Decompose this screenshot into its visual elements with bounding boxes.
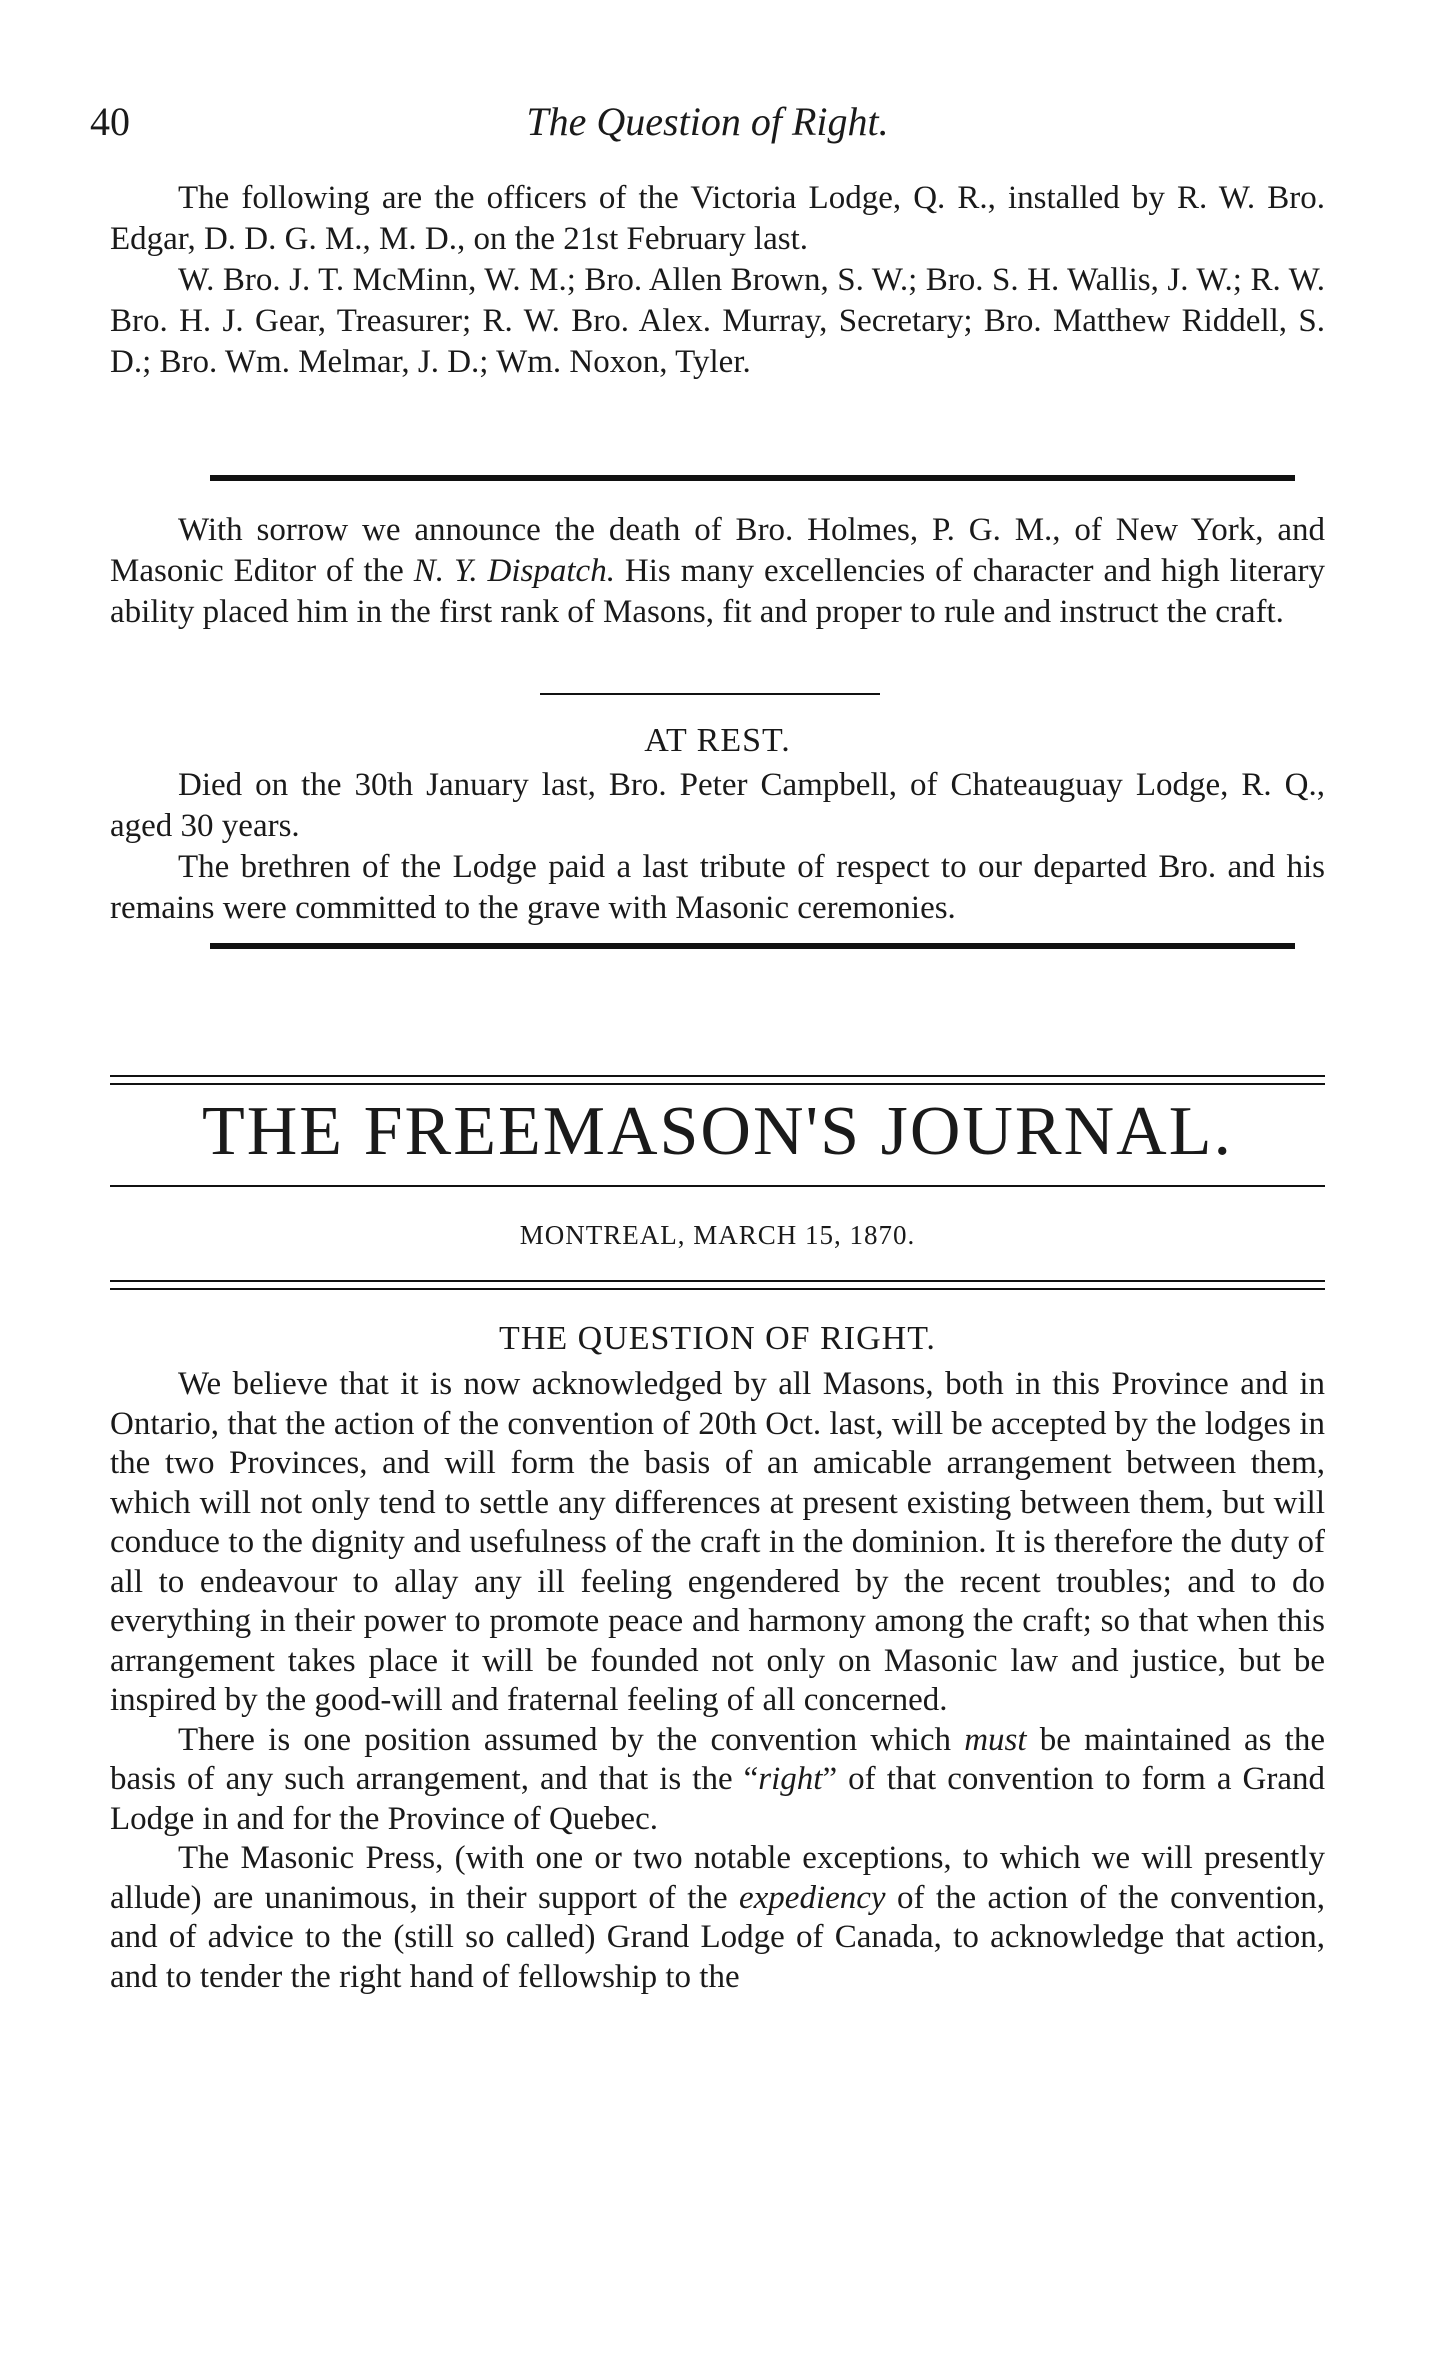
masthead-rule-bottom <box>110 1185 1325 1187</box>
page-header <box>90 92 1325 152</box>
journal-dateline: MONTREAL, MARCH 15, 1870. <box>519 1220 916 1250</box>
article-paragraph-2 <box>110 1721 1325 1840</box>
publication-name: N. Y. Dispatch. <box>413 553 615 589</box>
at-rest-paragraph-1: Died on the 30th January last, Bro. Peter Campbell, of Chateauguay Lodge, R. Q., aged 30 years. <box>110 767 1325 844</box>
at-rest-notice <box>110 765 1325 929</box>
p2-text-c: ” of that convention to form a Grand Lodge in and for the Province of Quebec. <box>110 1761 1325 1837</box>
dateline-rule-2 <box>110 1288 1325 1290</box>
p3-emphasis-expediency: expediency <box>739 1879 886 1916</box>
p2-emphasis-must: must <box>964 1721 1027 1758</box>
obituary-text-after: His many excellencies of character and high literary ability placed him in the first rank of Masons, fit and proper to rule and instruct the craft. <box>110 553 1325 630</box>
dateline-rule-1 <box>110 1280 1325 1282</box>
obituary-notice <box>110 510 1325 633</box>
section-divider-thick <box>210 475 1295 481</box>
article-paragraph-3 <box>110 1839 1325 1997</box>
p3-text-a: The Masonic Press, (with one or two notable exceptions, to which we will presently allude) are unanimous, in their support of the <box>110 1840 1325 1916</box>
p2-text-b: be maintained as the basis of any such arrangement, and that is the “ <box>110 1721 1326 1797</box>
article-body <box>110 1365 1325 1997</box>
officers-intro-paragraph: The following are the officers of the Victoria Lodge, Q. R., installed by R. W. Bro. Edgar, D. D. G. M., M. D., on the 21st February last. <box>110 180 1325 257</box>
p3-text-b: of the action of the convention, and of advice to the (still so called) Grand Lodge of Canada, to acknowledge that action, and to tender the right hand of fellowship to the <box>110 1879 1325 1995</box>
journal-masthead: THE FREEMASON'S JOURNAL. <box>202 1093 1233 1170</box>
officers-list-paragraph: W. Bro. J. T. McMinn, W. M.; Bro. Allen Brown, S. W.; Bro. S. H. Wallis, J. W.; R. W. Bro. H. J. Gear, Treasurer; R. W. Bro. Alex. Murray, Secretary; Bro. Matthew Riddell, S. D.; Bro. Wm. Melmar, J. D.; Wm. Noxon, Tyler. <box>110 262 1325 380</box>
at-rest-paragraph-2: The brethren of the Lodge paid a last tribute of respect to our departed Bro. and his remains were committed to the grave with Masonic ceremonies. <box>110 849 1325 926</box>
p2-emphasis-right: right <box>758 1761 823 1797</box>
masthead-rule-top-2 <box>110 1083 1325 1085</box>
at-rest-heading: AT REST. <box>644 722 791 759</box>
p2-text-a: There is one position assumed by the convention which <box>178 1721 965 1758</box>
officers-notice <box>110 178 1325 383</box>
article-title: THE QUESTION OF RIGHT. <box>499 1320 936 1357</box>
obituary-text-before: With sorrow we announce the death of Bro. Holmes, P. G. M., of New York, and Masonic Editor of the <box>110 512 1325 589</box>
running-title: The Question of Right. <box>526 99 889 144</box>
masthead-rule-top-1 <box>110 1075 1325 1077</box>
section-divider-thick <box>210 943 1295 949</box>
page-number: 40 <box>90 99 130 144</box>
article-paragraph-1: We believe that it is now acknowledged by all Masons, both in this Province and in Ontario, that the action of the convention of 20th Oct. last, will be accepted by the lodges in the two Provinces, and will form the basis of an amicable arrangement between them, which will not only tend to settle any differences at present existing between them, but will conduce to the dignity and usefulness of the craft in the dominion. It is therefore the duty of all to endeavour to allay any ill feeling engendered by the recent troubles; and to do everything in their power to promote peace and harmony among the craft; so that when this arrangement takes place it will be founded not only on Masonic law and justice, but be inspired by the good-will and fraternal feeling of all concerned. <box>110 1366 1325 1718</box>
short-divider <box>540 693 880 695</box>
obituary-paragraph <box>110 510 1325 633</box>
